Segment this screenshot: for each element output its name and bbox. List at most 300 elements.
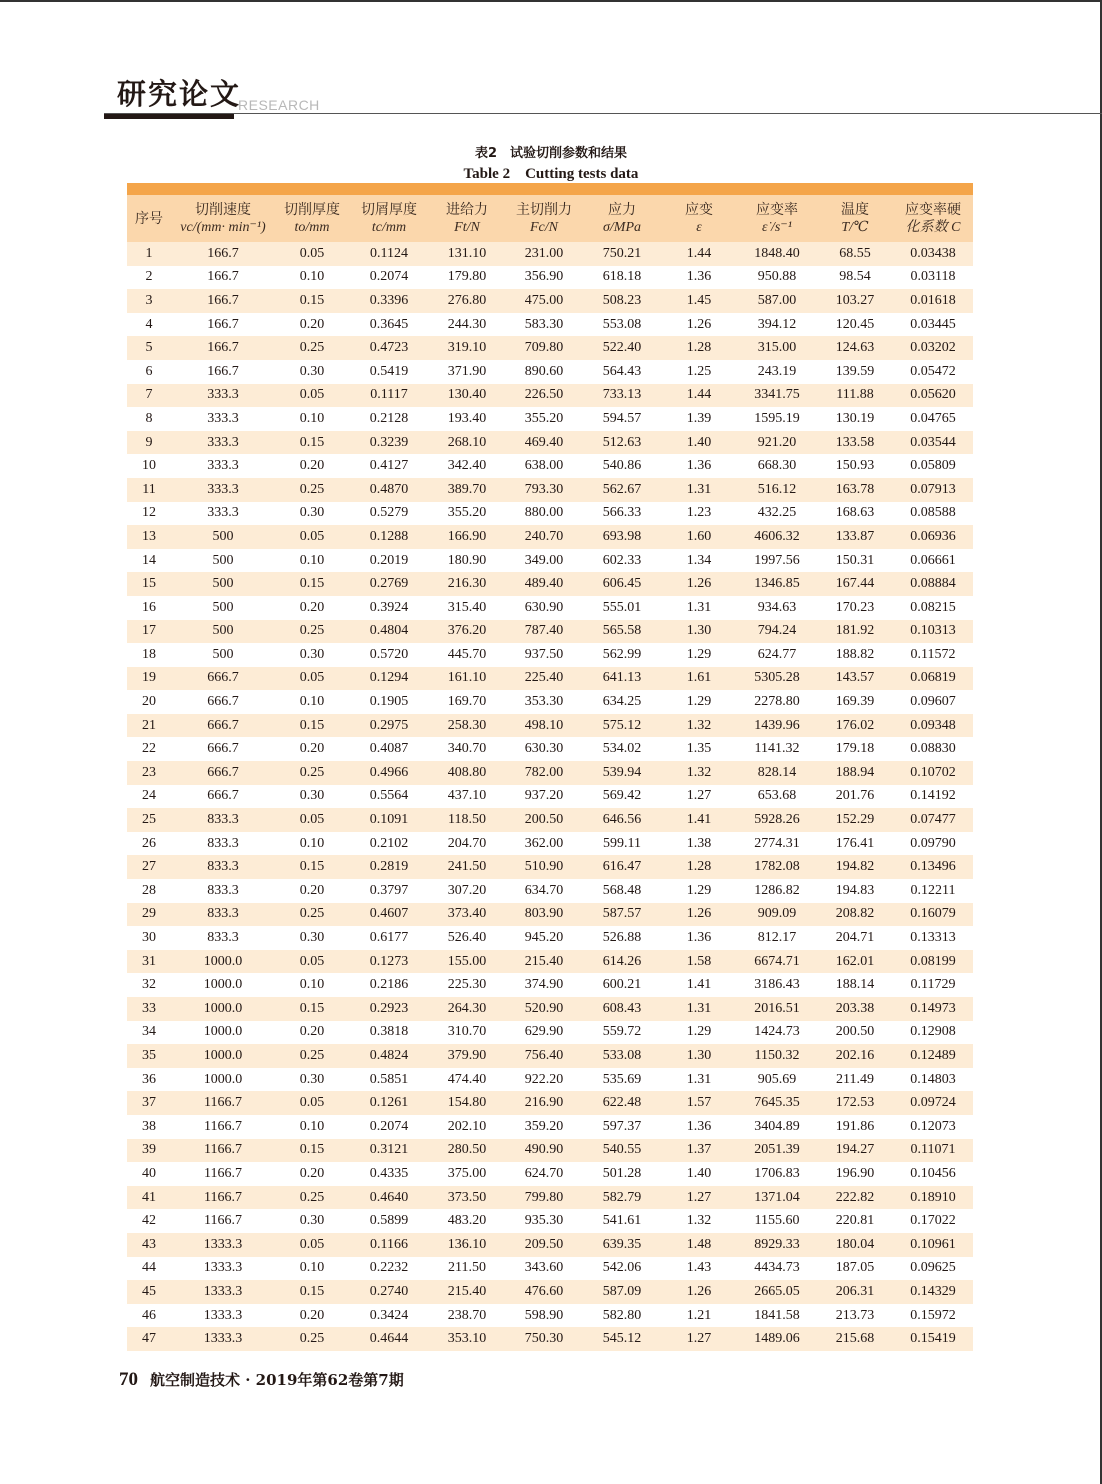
- table-cell: 526.88: [583, 926, 661, 950]
- table-cell: 0.6177: [349, 926, 429, 950]
- table-cell: 188.82: [817, 643, 893, 667]
- table-cell: 1.30: [661, 1044, 737, 1068]
- table-row: [127, 1186, 973, 1210]
- table-cell: 0.30: [275, 785, 349, 809]
- table-cell: 594.57: [583, 407, 661, 431]
- table-cell: 3341.75: [737, 384, 817, 408]
- table-cell: 709.80: [505, 336, 583, 360]
- table-row: [127, 714, 973, 738]
- column-header-unit: ε̇ /s⁻¹: [762, 219, 792, 235]
- table-row: [127, 596, 973, 620]
- table-cell: 168.63: [817, 502, 893, 526]
- table-cell: 0.2186: [349, 973, 429, 997]
- table-cell: 1.44: [661, 384, 737, 408]
- table-cell: 0.3645: [349, 313, 429, 337]
- table-cell: 30: [127, 926, 171, 950]
- table-cell: 111.88: [817, 384, 893, 408]
- table-cell: 614.26: [583, 950, 661, 974]
- table-cell: 598.90: [505, 1304, 583, 1328]
- table-cell: 3404.89: [737, 1115, 817, 1139]
- table-cell: 922.20: [505, 1068, 583, 1092]
- table-cell: 6: [127, 360, 171, 384]
- table-cell: 0.10313: [893, 620, 973, 644]
- table-cell: 37: [127, 1091, 171, 1115]
- table-cell: 476.60: [505, 1280, 583, 1304]
- table-cell: 2278.80: [737, 690, 817, 714]
- column-header-title: 主切削力: [516, 201, 572, 218]
- table-row: [127, 1209, 973, 1233]
- table-cell: 166.7: [171, 289, 275, 313]
- table-cell: 1.35: [661, 737, 737, 761]
- table-cell: 161.10: [429, 667, 505, 691]
- table-cell: 0.3818: [349, 1021, 429, 1045]
- table-cell: 8929.33: [737, 1233, 817, 1257]
- table-cell: 0.10: [275, 1115, 349, 1139]
- table-cell: 666.7: [171, 667, 275, 691]
- table-cell: 343.60: [505, 1257, 583, 1281]
- table-cell: 0.3239: [349, 431, 429, 455]
- table-cell: 0.01618: [893, 289, 973, 313]
- table-cell: 1166.7: [171, 1186, 275, 1210]
- table-row: [127, 360, 973, 384]
- table-cell: 0.07477: [893, 808, 973, 832]
- table-cell: 268.10: [429, 431, 505, 455]
- table-cell: 40: [127, 1162, 171, 1186]
- table-row: [127, 407, 973, 431]
- table-cell: 1.26: [661, 1280, 737, 1304]
- section-title: 研究论文: [117, 77, 242, 111]
- table-cell: 2051.39: [737, 1139, 817, 1163]
- table-cell: 0.2819: [349, 855, 429, 879]
- table-cell: 191.86: [817, 1115, 893, 1139]
- table-cell: 22: [127, 737, 171, 761]
- table-cell: 150.93: [817, 454, 893, 478]
- column-header: [661, 195, 737, 242]
- table-cell: 0.15: [275, 714, 349, 738]
- table-cell: 500: [171, 572, 275, 596]
- table-cell: 0.3424: [349, 1304, 429, 1328]
- table-cell: 1439.96: [737, 714, 817, 738]
- table-cell: 540.55: [583, 1139, 661, 1163]
- table-cell: 0.4087: [349, 737, 429, 761]
- table-cell: 0.10702: [893, 761, 973, 785]
- table-cell: 0.08884: [893, 572, 973, 596]
- table-cell: 35: [127, 1044, 171, 1068]
- table-cell: 0.3121: [349, 1139, 429, 1163]
- table-cell: 7645.35: [737, 1091, 817, 1115]
- table-cell: 1.31: [661, 1068, 737, 1092]
- table-cell: 4434.73: [737, 1257, 817, 1281]
- table-cell: 0.05: [275, 525, 349, 549]
- table-cell: 23: [127, 761, 171, 785]
- table-cell: 629.90: [505, 1021, 583, 1045]
- table-cell: 0.25: [275, 1044, 349, 1068]
- table-cell: 21: [127, 714, 171, 738]
- column-header-unit: to/mm: [294, 219, 330, 235]
- table-cell: 500: [171, 549, 275, 573]
- table-caption-en: Table 2 Cutting tests data: [463, 166, 639, 182]
- table-cell: 0.2740: [349, 1280, 429, 1304]
- table-cell: 0.2102: [349, 832, 429, 856]
- table-cell: 0.2923: [349, 997, 429, 1021]
- table-cell: 0.2074: [349, 1115, 429, 1139]
- table-cell: 32: [127, 973, 171, 997]
- table-cell: 6674.71: [737, 950, 817, 974]
- table-cell: 666.7: [171, 690, 275, 714]
- table-cell: 794.24: [737, 620, 817, 644]
- table-row: [127, 478, 973, 502]
- table-cell: 1.27: [661, 1186, 737, 1210]
- table-cell: 0.11729: [893, 973, 973, 997]
- table-cell: 545.12: [583, 1327, 661, 1351]
- table-cell: 0.1166: [349, 1233, 429, 1257]
- table-cell: 208.82: [817, 903, 893, 927]
- table-cell: 622.48: [583, 1091, 661, 1115]
- table-cell: 188.94: [817, 761, 893, 785]
- column-header-unit: Fc/N: [530, 219, 558, 235]
- table-row: [127, 1162, 973, 1186]
- table-cell: 2665.05: [737, 1280, 817, 1304]
- table-cell: 1333.3: [171, 1327, 275, 1351]
- table-cell: 200.50: [817, 1021, 893, 1045]
- table-cell: 1.29: [661, 1021, 737, 1045]
- table-cell: 474.40: [429, 1068, 505, 1092]
- table-cell: 0.5419: [349, 360, 429, 384]
- table-cell: 136.10: [429, 1233, 505, 1257]
- table-cell: 7: [127, 384, 171, 408]
- table-cell: 8: [127, 407, 171, 431]
- column-header-title: 序号: [135, 210, 163, 227]
- table-cell: 1.26: [661, 313, 737, 337]
- table-cell: 1.32: [661, 714, 737, 738]
- table-cell: 1000.0: [171, 1021, 275, 1045]
- table-cell: 0.09625: [893, 1257, 973, 1281]
- table-cell: 0.4870: [349, 478, 429, 502]
- table-cell: 0.08199: [893, 950, 973, 974]
- table-cell: 1848.40: [737, 242, 817, 266]
- table-cell: 1000.0: [171, 950, 275, 974]
- table-cell: 133.87: [817, 525, 893, 549]
- table-cell: 5928.26: [737, 808, 817, 832]
- table-cell: 1.27: [661, 785, 737, 809]
- table-cell: 2774.31: [737, 832, 817, 856]
- table-row: [127, 1044, 973, 1068]
- table-cell: 1.43: [661, 1257, 737, 1281]
- table-cell: 215.68: [817, 1327, 893, 1351]
- table-cell: 355.20: [429, 502, 505, 526]
- table-cell: 0.30: [275, 926, 349, 950]
- table-cell: 181.92: [817, 620, 893, 644]
- table-cell: 315.40: [429, 596, 505, 620]
- table-cell: 349.00: [505, 549, 583, 573]
- column-header: [429, 195, 505, 242]
- table-cell: 342.40: [429, 454, 505, 478]
- table-cell: 1.32: [661, 1209, 737, 1233]
- table-cell: 0.12073: [893, 1115, 973, 1139]
- table-cell: 355.20: [505, 407, 583, 431]
- table-cell: 408.80: [429, 761, 505, 785]
- table-cell: 1.28: [661, 855, 737, 879]
- header-accent-bar: [104, 114, 234, 119]
- table-cell: 828.14: [737, 761, 817, 785]
- table-cell: 10: [127, 454, 171, 478]
- table-cell: 1.48: [661, 1233, 737, 1257]
- table-cell: 498.10: [505, 714, 583, 738]
- table-cell: 333.3: [171, 478, 275, 502]
- table-cell: 0.3797: [349, 879, 429, 903]
- table-cell: 1286.82: [737, 879, 817, 903]
- table-cell: 1.27: [661, 1327, 737, 1351]
- table-cell: 0.30: [275, 360, 349, 384]
- table-row: [127, 266, 973, 290]
- table-cell: 803.90: [505, 903, 583, 927]
- table-cell: 68.55: [817, 242, 893, 266]
- table-cell: 201.76: [817, 785, 893, 809]
- table-cell: 0.09348: [893, 714, 973, 738]
- table-cell: 0.14973: [893, 997, 973, 1021]
- table-cell: 0.3396: [349, 289, 429, 313]
- table-cell: 9: [127, 431, 171, 455]
- table-cell: 154.80: [429, 1091, 505, 1115]
- table-cell: 0.06819: [893, 667, 973, 691]
- table-row: [127, 855, 973, 879]
- table-cell: 0.15419: [893, 1327, 973, 1351]
- table-cell: 150.31: [817, 549, 893, 573]
- table-cell: 1.57: [661, 1091, 737, 1115]
- table-cell: 562.99: [583, 643, 661, 667]
- table-cell: 782.00: [505, 761, 583, 785]
- table-cell: 0.30: [275, 1209, 349, 1233]
- table-cell: 624.70: [505, 1162, 583, 1186]
- table-row: [127, 832, 973, 856]
- section-subtitle: RESEARCH: [238, 97, 320, 113]
- table-cell: 166.7: [171, 336, 275, 360]
- table-row: [127, 620, 973, 644]
- table-cell: 176.41: [817, 832, 893, 856]
- table-cell: 606.45: [583, 572, 661, 596]
- table-cell: 0.15: [275, 1280, 349, 1304]
- table-cell: 1.40: [661, 1162, 737, 1186]
- table-cell: 0.15: [275, 289, 349, 313]
- table-cell: 666.7: [171, 737, 275, 761]
- table-cell: 0.05: [275, 808, 349, 832]
- table-cell: 533.08: [583, 1044, 661, 1068]
- table-cell: 799.80: [505, 1186, 583, 1210]
- table-cell: 1166.7: [171, 1209, 275, 1233]
- table-cell: 0.11572: [893, 643, 973, 667]
- table-cell: 180.04: [817, 1233, 893, 1257]
- table-cell: 20: [127, 690, 171, 714]
- table-cell: 583.30: [505, 313, 583, 337]
- table-cell: 0.5851: [349, 1068, 429, 1092]
- table-cell: 226.50: [505, 384, 583, 408]
- table-cell: 0.09724: [893, 1091, 973, 1115]
- table-cell: 0.5279: [349, 502, 429, 526]
- table-cell: 0.13313: [893, 926, 973, 950]
- table-cell: 1.41: [661, 808, 737, 832]
- table-cell: 0.09790: [893, 832, 973, 856]
- table-cell: 0.12489: [893, 1044, 973, 1068]
- table-cell: 176.02: [817, 714, 893, 738]
- table-cell: 539.94: [583, 761, 661, 785]
- table-cell: 4606.32: [737, 525, 817, 549]
- table-cell: 333.3: [171, 502, 275, 526]
- table-cell: 0.05809: [893, 454, 973, 478]
- table-cell: 0.06661: [893, 549, 973, 573]
- table-cell: 216.30: [429, 572, 505, 596]
- table-cell: 921.20: [737, 431, 817, 455]
- table-cell: 2: [127, 266, 171, 290]
- table-cell: 653.68: [737, 785, 817, 809]
- table-cell: 793.30: [505, 478, 583, 502]
- table-cell: 362.00: [505, 832, 583, 856]
- header-rule: [104, 113, 1102, 114]
- table-cell: 432.25: [737, 502, 817, 526]
- table-cell: 373.50: [429, 1186, 505, 1210]
- table-cell: 602.33: [583, 549, 661, 573]
- table-cell: 542.06: [583, 1257, 661, 1281]
- table-cell: 202.16: [817, 1044, 893, 1068]
- table-cell: 1333.3: [171, 1280, 275, 1304]
- table-cell: 29: [127, 903, 171, 927]
- table-cell: 5305.28: [737, 667, 817, 691]
- table-row: [127, 336, 973, 360]
- column-header: [583, 195, 661, 242]
- table-cell: 1.36: [661, 454, 737, 478]
- table-cell: 371.90: [429, 360, 505, 384]
- table-cell: 569.42: [583, 785, 661, 809]
- table-cell: 1.30: [661, 620, 737, 644]
- table-cell: 500: [171, 620, 275, 644]
- table-cell: 34: [127, 1021, 171, 1045]
- table-cell: 0.5720: [349, 643, 429, 667]
- column-header-title: 切削速度: [195, 201, 251, 218]
- table-cell: 16: [127, 596, 171, 620]
- table-cell: 0.2128: [349, 407, 429, 431]
- table-cell: 0.14192: [893, 785, 973, 809]
- table-cell: 1371.04: [737, 1186, 817, 1210]
- table-cell: 166.90: [429, 525, 505, 549]
- table-cell: 750.30: [505, 1327, 583, 1351]
- table-cell: 1: [127, 242, 171, 266]
- table-cell: 3: [127, 289, 171, 313]
- table-cell: 103.27: [817, 289, 893, 313]
- table-cell: 0.30: [275, 643, 349, 667]
- table-cell: 0.15: [275, 572, 349, 596]
- column-header: [349, 195, 429, 242]
- table-cell: 240.70: [505, 525, 583, 549]
- table-cell: 0.1288: [349, 525, 429, 549]
- table-cell: 0.10961: [893, 1233, 973, 1257]
- table-row: [127, 431, 973, 455]
- table-cell: 211.49: [817, 1068, 893, 1092]
- table-cell: 1997.56: [737, 549, 817, 573]
- table-cell: 1333.3: [171, 1257, 275, 1281]
- table-cell: 0.20: [275, 1304, 349, 1328]
- table-cell: 193.40: [429, 407, 505, 431]
- table-cell: 220.81: [817, 1209, 893, 1233]
- table-cell: 0.10456: [893, 1162, 973, 1186]
- table-cell: 0.1905: [349, 690, 429, 714]
- table-cell: 639.35: [583, 1233, 661, 1257]
- table-cell: 1000.0: [171, 1044, 275, 1068]
- table-cell: 1000.0: [171, 973, 275, 997]
- table-cell: 638.00: [505, 454, 583, 478]
- column-header-title: 切削厚度: [284, 201, 340, 218]
- table-cell: 194.27: [817, 1139, 893, 1163]
- table-cell: 170.23: [817, 596, 893, 620]
- table-cell: 166.7: [171, 360, 275, 384]
- table-cell: 130.19: [817, 407, 893, 431]
- table-cell: 0.05: [275, 242, 349, 266]
- table-cell: 0.25: [275, 761, 349, 785]
- table-caption-zh: 表2 试验切削参数和结果: [474, 146, 628, 161]
- table-cell: 0.17022: [893, 1209, 973, 1233]
- table-cell: 389.70: [429, 478, 505, 502]
- table-cell: 937.20: [505, 785, 583, 809]
- table-cell: 568.48: [583, 879, 661, 903]
- column-header: [127, 195, 171, 242]
- table-cell: 0.05: [275, 1233, 349, 1257]
- table-cell: 668.30: [737, 454, 817, 478]
- column-header-title: 应变: [685, 201, 713, 218]
- table-cell: 0.03438: [893, 242, 973, 266]
- table-row: [127, 1233, 973, 1257]
- table-cell: 28: [127, 879, 171, 903]
- table-cell: 475.00: [505, 289, 583, 313]
- table-cell: 1155.60: [737, 1209, 817, 1233]
- table-cell: 666.7: [171, 714, 275, 738]
- table-cell: 0.04765: [893, 407, 973, 431]
- table-cell: 222.82: [817, 1186, 893, 1210]
- table-cell: 180.90: [429, 549, 505, 573]
- table-cell: 0.3924: [349, 596, 429, 620]
- table-cell: 244.30: [429, 313, 505, 337]
- table-cell: 359.20: [505, 1115, 583, 1139]
- table-cell: 666.7: [171, 785, 275, 809]
- table-cell: 139.59: [817, 360, 893, 384]
- table-cell: 693.98: [583, 525, 661, 549]
- table-cell: 1782.08: [737, 855, 817, 879]
- table-cell: 33: [127, 997, 171, 1021]
- table-body: [127, 242, 973, 1351]
- table-cell: 4: [127, 313, 171, 337]
- table-cell: 555.01: [583, 596, 661, 620]
- table-cell: 937.50: [505, 643, 583, 667]
- table-cell: 38: [127, 1115, 171, 1139]
- table-cell: 0.25: [275, 1327, 349, 1351]
- table-cell: 0.05620: [893, 384, 973, 408]
- table-cell: 535.69: [583, 1068, 661, 1092]
- table-cell: 0.12908: [893, 1021, 973, 1045]
- table-cell: 587.57: [583, 903, 661, 927]
- table-cell: 310.70: [429, 1021, 505, 1045]
- table-cell: 756.40: [505, 1044, 583, 1068]
- table-cell: 118.50: [429, 808, 505, 832]
- table-cell: 0.20: [275, 1162, 349, 1186]
- table-cell: 25: [127, 808, 171, 832]
- column-header-unit: 化系数 C: [905, 219, 961, 235]
- table-cell: 373.40: [429, 903, 505, 927]
- table-cell: 624.77: [737, 643, 817, 667]
- table-cell: 0.4723: [349, 336, 429, 360]
- table-cell: 194.83: [817, 879, 893, 903]
- table-row: [127, 761, 973, 785]
- table-cell: 582.80: [583, 1304, 661, 1328]
- table-row: [127, 289, 973, 313]
- column-header: [893, 195, 973, 242]
- table-cell: 646.56: [583, 808, 661, 832]
